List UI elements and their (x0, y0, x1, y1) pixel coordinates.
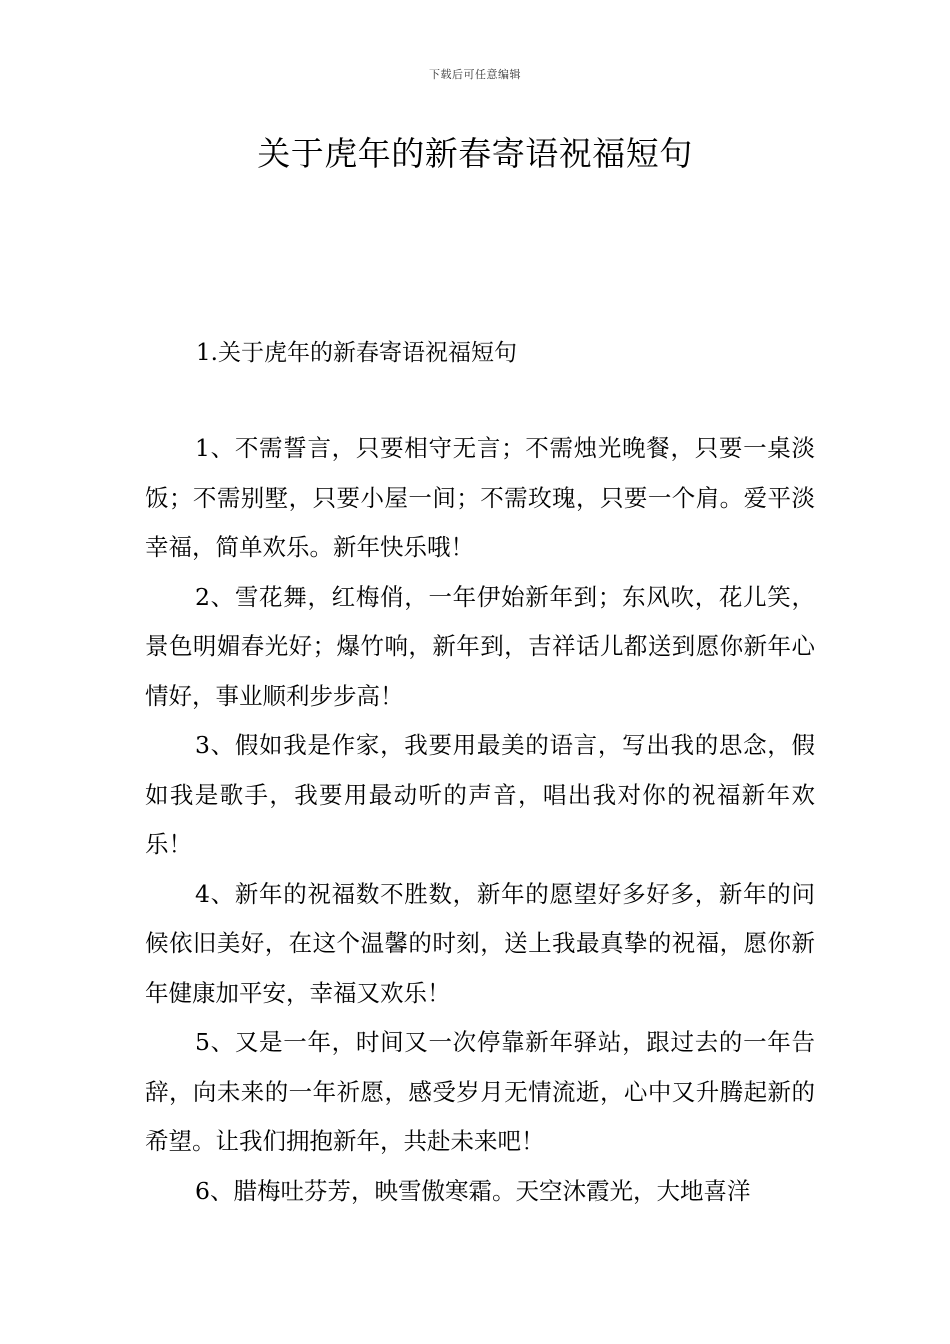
paragraph-4: 4、新年的祝福数不胜数，新年的愿望好多好多，新年的问候依旧美好，在这个温馨的时刻，送上我最真挚的祝福，愿你新年健康加平安，幸福又欢乐！ (145, 879, 815, 1007)
paragraph-1: 1、不需誓言，只要相守无言；不需烛光晚餐，只要一桌淡饭；不需别墅，只要小屋一间；不需玫瑰，只要一个肩。爱平淡幸福，简单欢乐。新年快乐哦！ (145, 434, 815, 561)
paragraph-6: 6、腊梅吐芬芳，映雪傲寒霜。天空沐霞光，大地喜洋 (195, 1176, 751, 1205)
body-text (145, 424, 815, 1216)
paragraph-2: 2、雪花舞，红梅俏，一年伊始新年到；东风吹，花儿笑，景色明媚春光好；爆竹响，新年到，吉祥话儿都送到愿你新年心情好，事业顺利步步高！ (145, 582, 815, 710)
document-title: 关于虎年的新春寄语祝福短句 (257, 134, 693, 173)
header-note: 下载后可任意编辑 (429, 68, 521, 81)
paragraph-5: 5、又是一年，时间又一次停靠新年驿站，跟过去的一年告辞，向未来的一年祈愿，感受岁月无情流逝，心中又升腾起新的希望。让我们拥抱新年，共赴未来吧！ (145, 1028, 815, 1155)
section-heading: 1.关于虎年的新春寄语祝福短句 (196, 340, 517, 366)
paragraph-3: 3、假如我是作家，我要用最美的语言，写出我的思念，假如我是歌手，我要用最动听的声音，唱出我对你的祝福新年欢乐！ (145, 731, 815, 858)
